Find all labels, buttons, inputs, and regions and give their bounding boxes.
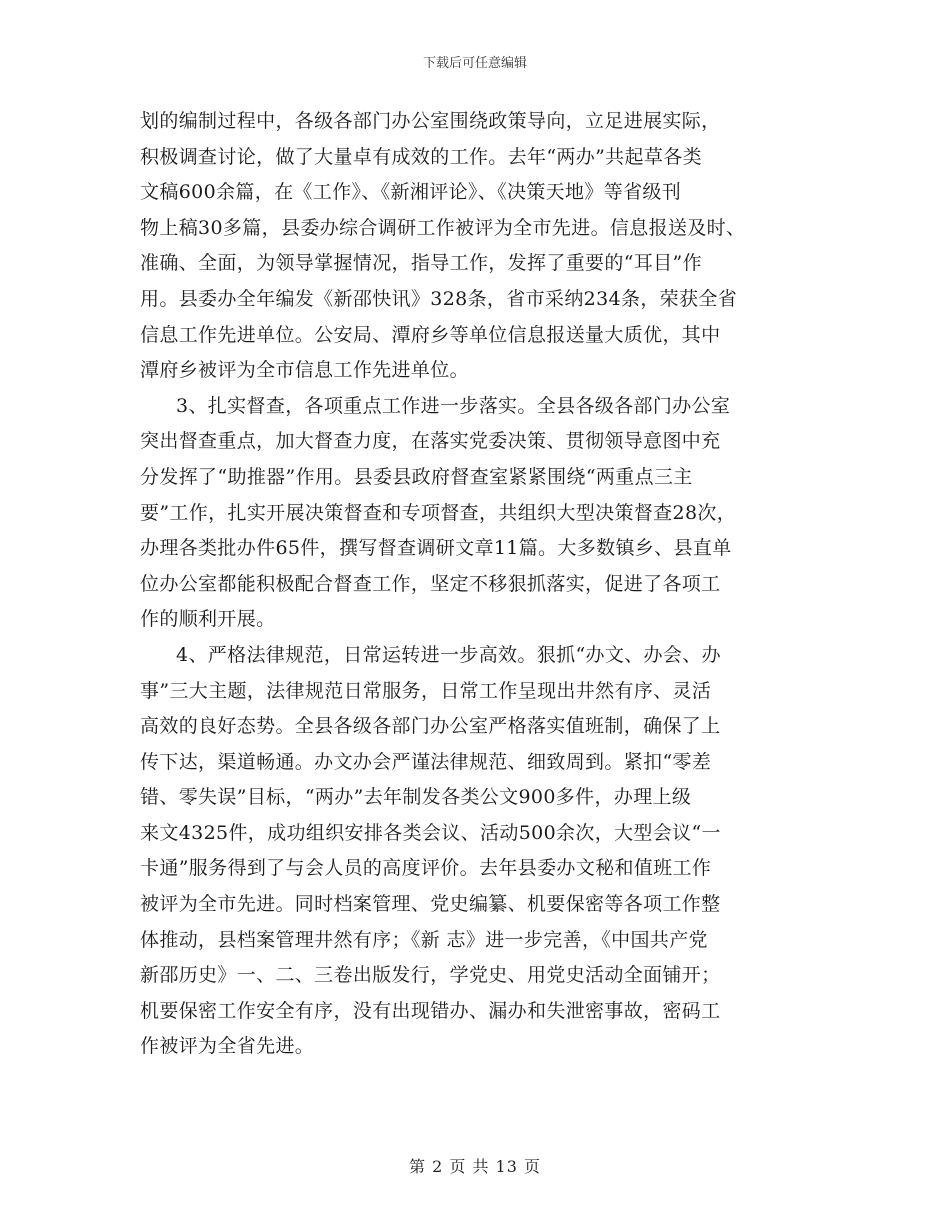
text-line: 准确、全面，为领导掌握情况，指导工作，发挥了重要的“耳目”作 <box>140 252 702 275</box>
text-line: 新邵历史》一、二、三卷出版发行，学党史、用党史活动全面铺开； <box>140 964 721 987</box>
text-line: 要”工作，扎实开展决策督查和专项督查，共组织大型决策督查28次， <box>140 501 737 524</box>
text-line: 来文4325件，成功组织安排各类会议、活动500余次，大型会议“一 <box>140 821 721 844</box>
page-number: 第 2 页 共 13 页 <box>409 1157 541 1176</box>
text-line: 事”三大主题，法律规范日常服务，日常工作呈现出井然有序、灵活 <box>140 679 712 702</box>
text-line: 体推动，县档案管理井然有序；《新 志》进一步完善，《中国共产党 <box>140 928 708 951</box>
text-line: 积极调查讨论，做了大量卓有成效的工作。去年“两办”共起草各类 <box>140 145 702 168</box>
text-line: 物上稿30多篇，县委办综合调研工作被评为全市先进。信息报送及时、 <box>140 216 746 239</box>
text-line: 划的编制过程中，各级各部门办公室围绕政策导向，立足进展实际， <box>140 110 721 132</box>
text-line: 文稿600余篇，在《工作》、《新湘评论》、《决策天地》等省级刊 <box>140 181 682 204</box>
text-line: 潭府乡被评为全市信息工作先进单位。 <box>140 359 469 382</box>
text-line: 作被评为全省先进。 <box>140 1035 315 1058</box>
paragraph-start-line: 4、严格法律规范，日常运转进一步高效。狠抓“办文、办会、办 <box>176 643 721 666</box>
text-line: 信息工作先进单位。公安局、潭府乡等单位信息报送量大质优，其中 <box>140 323 721 346</box>
text-line: 位办公室都能积极配合督查工作，坚定不移狠抓落实，促进了各项工 <box>140 572 721 595</box>
document-body <box>140 104 812 1065</box>
text-line: 突出督查重点，加大督查力度，在落实党委决策、贯彻领导意图中充 <box>140 430 721 453</box>
text-line: 用。县委办全年编发《新邵快讯》328条，省市采纳234条，荣获全省 <box>140 287 738 310</box>
text-line: 被评为全市先进。同时档案管理、党史编纂、机要保密等各项工作整 <box>140 893 721 916</box>
paragraph-start-line: 3、扎实督查，各项重点工作进一步落实。全县各级各部门办公室 <box>176 394 731 417</box>
text-line: 分发挥了“助推器”作用。县委县政府督查室紧紧围绕“两重点三主 <box>140 465 693 488</box>
text-line: 高效的良好态势。全县各级各部门办公室严格落实值班制，确保了上 <box>140 715 721 738</box>
text-line: 办理各类批办件65件，撰写督查调研文章11篇。大多数镇乡、县直单 <box>140 537 732 560</box>
text-line: 机要保密工作安全有序，没有出现错办、漏办和失泄密事故，密码工 <box>140 999 721 1022</box>
text-line: 传下达，渠道畅通。办文办会严谨法律规范、细致周到。紧扣“零差 <box>140 750 712 773</box>
header-note: 下载后可任意编辑 <box>422 56 527 71</box>
text-line: 错、零失误”目标，“两办”去年制发各类公文900多件，办理上级 <box>140 786 692 809</box>
text-line: 卡通”服务得到了与会人员的高度评价。去年县委办文秘和值班工作 <box>140 857 712 880</box>
text-line: 作的顺利开展。 <box>140 608 276 631</box>
